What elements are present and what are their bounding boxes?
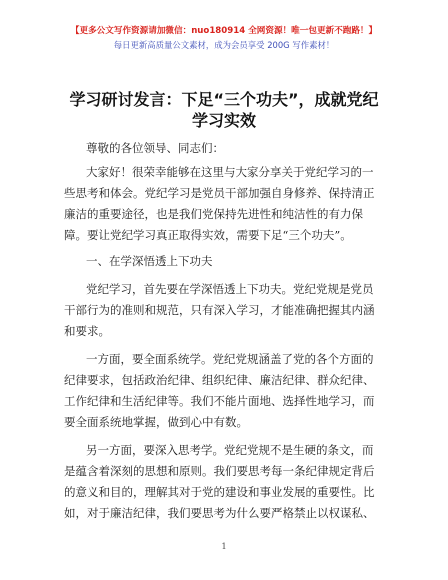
paragraph-line: 和要求。: [64, 324, 110, 338]
paragraph-line: 廉洁的重要途径，也是我们党保持先进性和纯洁性的有力保: [64, 207, 363, 221]
paragraph-line: 干部行为的准则和规范，只有深入学习，才能准确把握其内涵: [64, 303, 375, 317]
document-title-line-1: 学习研讨发言：下足“三个功夫”，成就党纪: [69, 90, 379, 109]
document-title-line-2: 学习实效: [191, 111, 256, 130]
paragraph-line: 纪律要求，包括政治纪律、组织纪律、廉洁纪律、群众纪律、: [64, 373, 375, 387]
section-heading: 一、在学深悟透上下功夫: [86, 254, 213, 268]
promo-banner-line-1: 【更多公文写作资源请加微信：nuo180914 全网资源！唯一包更新不跑路！】: [70, 26, 378, 36]
paragraph-line: 大家好！很荣幸能够在这里与大家分享关于党纪学习的一: [86, 165, 374, 179]
paragraph-line: 障。要让党纪学习真正取得实效，需要下足“三个功夫”。: [64, 228, 352, 242]
paragraph-line: 些思考和体会。党纪学习是党员干部加强自身修养、保持清正: [64, 186, 375, 200]
paragraph-line: 如，对于廉洁纪律，我们要思考为什么要严格禁止以权谋私、: [64, 506, 375, 520]
paragraph-line: 要全面系统地掌握，做到心中有数。: [64, 415, 248, 429]
page-number: 1: [221, 542, 227, 551]
promo-banner-line-2: 每日更新高质量公文素材，成为会员享受 200G 写作素材！: [113, 40, 335, 50]
paragraph-line: 工作纪律和生活纪律等。我们不能片面地、选择性地学习，而: [64, 394, 375, 408]
salutation: 尊敬的各位领导、同志们：: [86, 141, 224, 155]
paragraph-line: 一方面，要全面系统学。党纪党规涵盖了党的各个方面的: [86, 352, 374, 366]
paragraph-line: 的意义和目的，理解其对于党的建设和事业发展的重要性。比: [64, 485, 375, 499]
paragraph-line: 是蕴含着深刻的思想和原则。我们要思考每一条纪律规定背后: [64, 464, 375, 478]
paragraph-line: 党纪学习，首先要在学深悟透上下功夫。党纪党规是党员: [86, 282, 374, 296]
paragraph-line: 另一方面，要深入思考学。党纪党规不是生硬的条文，而: [86, 443, 374, 457]
